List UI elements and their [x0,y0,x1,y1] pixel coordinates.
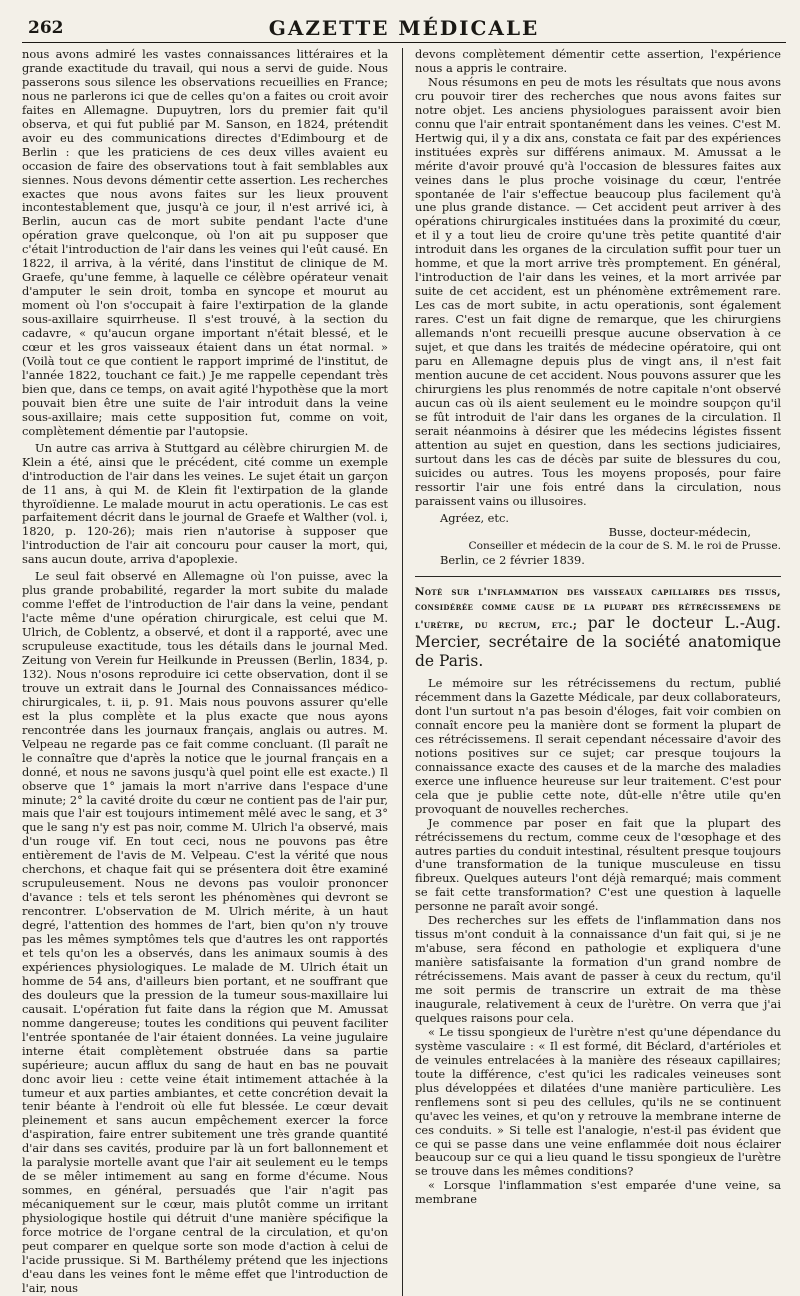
signoff-date: Berlin, ce 2 février 1839. [440,553,585,568]
article-title: Noté sur l'inflammation des vaisseaux capillaires des tissus, considérée comme cause de la plupart des rétrécissemens de l'urètre, du rectum, etc.; [415,586,781,632]
article-paragraph-3: Des recherches sur les effets de l'inflammation dans nos tissus m'ont conduit à la connaissance d'un fait qui, si je ne m'abuse, sera fécond en pathologie et expliquera d'une manière satisfaisante la formation d'un grand nombre de rétrécissemens. Mais avant de passer à ceux du rectum, qu'il me soit permis de transcrire un extrait de ma thèse inaugurale, relativement à ceux de l'urètre. On verra que j'ai quelques raisons pour cela. [415,913,781,1025]
page-number: 262 [28,18,64,38]
left-paragraph-3: Le seul fait observé en Allemagne où l'on puisse, avec la plus grande probabilité, regarder la mort subite du malade comme l'effet de l'introduction de l'air dans la veine, pendant l'acte même d'une opération chirurgicale, est celui que M. Ulrich, de Coblentz, a observé, et dont il a rapporté, avec une scrupuleuse exactitude, tous les détails dans le journal Med. Zeitung von Verein fur Heilkunde in Preussen (Berlin, 1834, p. 132). Nous n'osons reproduire ici cette observation, dont il se trouve un extrait dans le Journal des Connaissances médico-chirurgicales, t. ii, p. 91. Mais nous pouvons assurer qu'elle est la plus complète et la plus exacte que nous ayons rencontrée dans les journaux français, anglais ou autres. M. Velpeau ne regarde pas ce fait comme concluant. (Il paraît ne le connaître que d'après la notice que le journal français en a donné, et nous ne savons jusqu'à quel point elle est exacte.) Il observe que 1° jamais la mort n'arrive dans l'espace d'une minute; 2° la cavité droite du cœur ne contient pas de l'air pur, mais que l'air est toujours intimement mêlé avec le sang, et 3° que le sang n'y est pas noir, comme M. Ulrich l'a observé, mais d'un rouge vif. En tout ceci, nous ne pouvons pas être entièrement de l'avis de M. Velpeau. C'est la vérité que nous cherchons, et chaque fait qui se présentera doit être examiné scrupuleusement. Nous ne devons pas vouloir prononcer d'avance : tels et tels seront les phénomènes qui devront se rencontrer. L'observation de M. Ulrich mérite, à un haut degré, l'attention des hommes de l'art, bien qu'on n'y trouve pas les mêmes symptômes tels que d'autres les ont rapportés et tels qu'on les a observés, dans les animaux soumis à des expériences physiologiques. Le malade de M. Ulrich était un homme de 54 ans, d'ailleurs bien portant, et ne souffrant que des douleurs que la pression de la tumeur sous-maxillaire lui causait. L'opération fut faite dans la région que M. Amussat nomme dangereuse; toutes les conditions qui peuvent faciliter l'entrée spontanée de l'air étaient données. La veine jugulaire interne était complètement obstruée dans sa partie supérieure; aucun afflux du sang de haut en bas ne pouvait donc avoir lieu : cette veine était intimement attachée à la tumeur et aux parties ambiantes, et cette concrétion devait la tenir béante à l'endroit où elle fut blessée. Le cœur devait pleinement et sans aucun empêchement exercer la force d'aspiration, faire entrer subitement une très grande quantité d'air dans ses cavités, produire par là un fort ballonnement et la paralysie mortelle avant que l'air ait seulement eu le temps de se mêler intimement au sang en forme d'écume. Nous sommes, en général, persuadés que l'air n'agit pas mécaniquement sur le cœur, mais plutôt comme un irritant physiologique hostile qui détruit d'une manière spécifique la force motrice de l'organe central de la circulation, et qu'on peut comparer en quelque sorte son mode d'action à celui de l'acide prussique. Si M. Barthélemy prétend que les injections d'eau dans les veines font le même effet que l'introduction de l'air, nous [22,569,388,1295]
column-divider [402,48,403,1296]
article-author: par le docteur L.-Aug. Mercier, secrétaire de la société anatomique de Paris. [415,614,781,671]
right-paragraph-2: Nous résumons en peu de mots les résultats que nous avons cru pouvoir tirer des recherches que nous avons faites sur notre objet. Les anciens physiologues paraissent avoir bien connu que l'air entrait spontanément dans les veines. C'est M. Hertwig qui, il y a dix ans, constata ce fait par des expériences instituées exprès sur différens animaux. M. Amussat a le mérite d'avoir prouvé qu'à l'occasion de blessures faites aux veines dans le plus proche voisinage du cœur, l'entrée spontanée de l'air s'effectue beaucoup plus facilement qu'à une plus grande distance. — Cet accident peut arriver à des opérations chirurgicales instituées dans la proximité du cœur, et il y a tout lieu de croire qu'une très petite quantité d'air introduit dans les organes de la circulation suffit pour tuer un homme, et que la mort arrive très promptement. En général, l'introduction de l'air dans les veines, et la mort arrivée par suite de cet accident, est un phénomène extrêmement rare. Les cas de mort subite, in actu operationis, sont également rares. C'est un fait digne de remarque, que les chirurgiens allemands n'ont recueilli presque aucune observation à ce sujet, et que dans les traités de médecine opératoire, qui ont paru en Allemagne depuis plus de vingt ans, il n'est fait mention aucune de cet accident. Nous pouvons assurer que les chirurgiens les plus renommés de notre capitale n'ont observé aucun cas où ils aient seulement eu le moindre soupçon qu'il se fût introduit de l'air dans les organes de la circulation. Il serait néanmoins à désirer que les médecins légistes fissent attention au sujet en question, dans les sections judiciaires, surtout dans les cas de décès par suite de blessures du cou, suicides ou autres. Tous les moyens proposés, pour faire ressortir l'air une fois entré dans la circulation, nous paraissent vains ou illusoires. [415,74,781,508]
article-heading [415,585,781,671]
article-paragraph-5: « Lorsque l'inflammation s'est emparée d'une veine, sa membrane [415,1178,781,1207]
right-paragraph-1: devons complètement démentir cette assertion, l'expérience nous a appris le contraire. [415,47,781,75]
section-separator [415,576,781,577]
article-paragraph-2: Je commence par poser en fait que la plupart des rétrécissemens du rectum, comme ceux de l'œsophage et des autres parties du conduit intestinal, résultent presque toujours d'une transformation de la tunique musculeuse en tissu fibreux. Quelques auteurs l'ont déjà remarqué; mais comment se fait cette transformation? C'est une question à laquelle personne ne paraît avoir songé. [415,815,781,914]
two-column-body [22,48,786,1296]
journal-title: GAZETTE MÉDICALE [268,16,540,40]
article-paragraph-4: « Le tissu spongieux de l'urètre n'est qu'une dépendance du système vasculaire : « Il est formé, dit Béclard, d'artérioles et de veinules entrelacées à la manière des réseaux capillaires; toute la différence, c'est qu'ici les radicales veineuses sont plus développées et dilatées d'une manière particulière. Les renflemens sont si peu des cellules, qu'ils ne se continuent qu'avec les veines, et qu'on y retrouve la membrane interne de ces conduits. » Si telle est l'analogie, n'est-il pas évident que ce qui se passe dans une veine enflammée doit nous éclairer beaucoup sur ce qui a lieu quand le tissu spongieux de l'urètre se trouve dans les mêmes conditions? [415,1024,781,1179]
letter-signoff [415,512,781,568]
signoff-name: Busse, docteur-médecin, [608,525,751,540]
left-column [22,48,388,1296]
article-paragraph-1: Le mémoire sur les rétrécissemens du rectum, publié récemment dans la Gazette Médicale, par deux collaborateurs, dont l'un surtout n'a pas besoin d'éloges, fait voir combien on connaît encore peu la manière dont se forment la plupart de ces rétrécissemens. Il serait cependant nécessaire d'avoir des notions positives sur ce sujet; car presque toujours la connaissance exacte des causes et de la marche des maladies exerce une influence heureuse sur leur traitement. C'est pour cela que je publie cette note, dût-elle n'être utile qu'en provoquant de nouvelles recherches. [415,676,781,816]
left-paragraph-1: nous avons admiré les vastes connaissances littéraires et la grande exactitude du travail, qui nous a servi de guide. Nous passerons sous silence les observations recueillies en France; nous ne parlerons ici que de celles qu'on a faites ou croit avoir faites en Allemagne. Dupuytren, lors du premier fait qu'il observa, et qui fut publié par M. Sanson, en 1824, prétendit avoir eu des communications directes d'Edimbourg et de Berlin : que les praticiens de ces deux villes avaient eu occasion de faire des observations tout à fait semblables aux siennes. Nous devons démentir cette assertion. Les recherches exactes que nous avons faites sur les lieux prouvent incontestablement que, jusqu'à ce jour, il n'est arrivé ici, à Berlin, aucun cas de mort subite pendant l'acte d'une opération grave quelconque, où l'on ait pu supposer que c'était l'introduction de l'air dans les veines qui l'eût causé. En 1822, il arriva, à la vérité, dans l'institut de clinique de M. Graefe, qu'une femme, à laquelle ce célèbre opérateur venait d'amputer le sein droit, tomba en syncope et mourut au moment où l'on s'occupait à faire l'extirpation de la glande sous-axillaire squirrheuse. Il s'est trouvé, à la section du cadavre, « qu'aucun organe important n'était blessé, et le cœur et les gros vaisseaux étaient dans un état normal. » (Voilà tout ce que contient le rapport imprimé de l'institut, de l'année 1822, touchant ce fait.) Je me rappelle cependant très bien que, dans ce temps, on avait agité l'hypothèse que la mort pouvait bien être une suite de l'air introduit dans la veine sous-axillaire; mais cette supposition fut, comme on voit, complètement démentie par l'autopsie. [22,47,388,438]
right-column [415,48,781,1296]
left-paragraph-2: Un autre cas arriva à Stuttgard au célèbre chirurgien M. de Klein a été, ainsi que le précédent, cité comme un exemple d'introduction de l'air dans les veines. Le sujet était un garçon de 11 ans, à qui M. de Klein fit l'extirpation de la glande thyroïdienne. Le malade mourut in actu operationis. Le cas est parfaitement décrit dans le journal de Graefe et Walther (vol. i, 1820, p. 120-26); mais rien n'autorise à supposer que l'introduction de l'air ait concouru pour causer la mort, qui, sans aucun doute, arriva d'apoplexie. [22,440,388,567]
page-header [22,12,786,43]
signoff-role: Conseiller et médecin de la cour de S. M. le roi de Prusse. [468,540,781,553]
signoff-closing: Agréez, etc. [440,511,510,526]
